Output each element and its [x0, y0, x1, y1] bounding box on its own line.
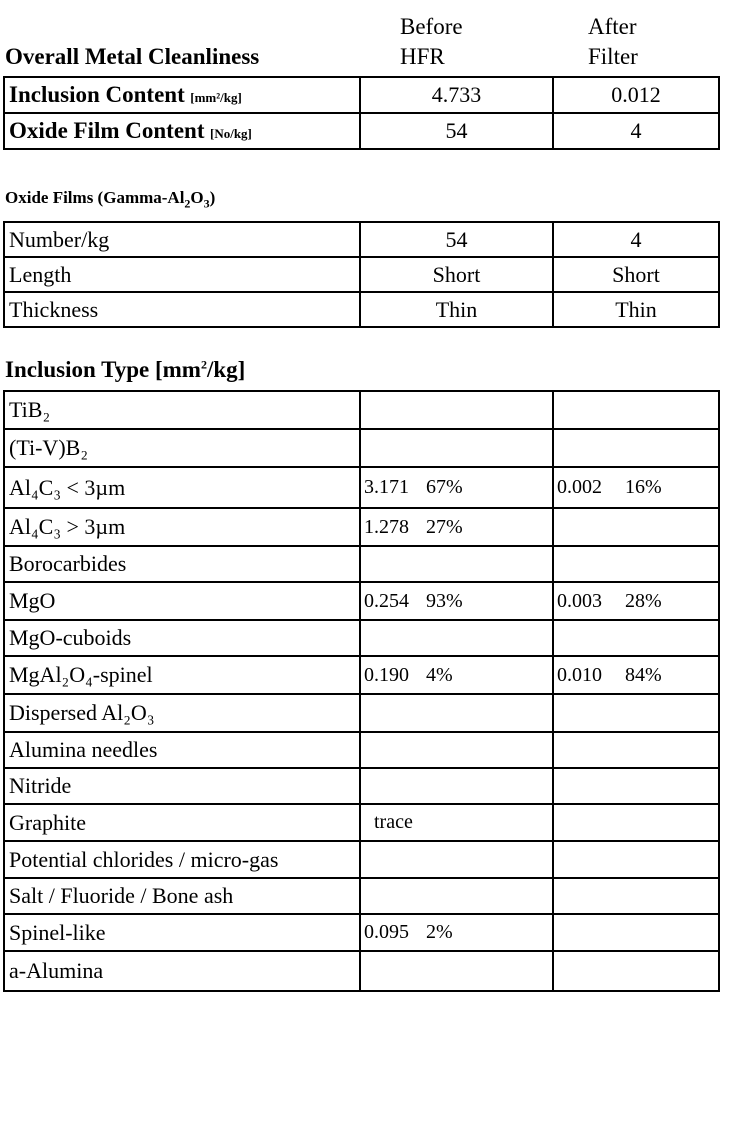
- inclusion-before-cell: [360, 620, 553, 656]
- inclusion-after-cell: [553, 732, 719, 768]
- inclusion-after-cell: [553, 841, 719, 878]
- overall-row: [4, 77, 719, 113]
- inclusion-after-cell: [553, 429, 719, 467]
- inclusion-before-cell: [360, 429, 553, 467]
- inclusion-before-percent: 67%: [426, 476, 463, 498]
- overall-after: 4: [553, 113, 719, 149]
- inclusion-after-percent: 28%: [625, 589, 662, 612]
- inclusion-label: Dispersed Al₂O₃: [4, 694, 360, 732]
- inclusion-before-cell: [360, 914, 553, 951]
- oxide-before: 54: [360, 222, 553, 257]
- inclusion-label: Potential chlorides / micro-gas: [4, 841, 360, 878]
- col-before-line1: Before: [400, 14, 463, 39]
- inclusion-row: [4, 508, 719, 546]
- inclusion-after-cell: [553, 694, 719, 732]
- oxide-label: Thickness: [4, 292, 360, 327]
- inclusion-after-cell: [553, 508, 719, 546]
- inclusion-row: [4, 546, 719, 582]
- oxide-after: Thin: [553, 292, 719, 327]
- inclusion-label: Alumina needles: [4, 732, 360, 768]
- overall-label-cell: [4, 113, 360, 149]
- inclusion-after-percent: 16%: [625, 476, 662, 498]
- overall-after: 0.012: [553, 77, 719, 113]
- inclusion-after-value: 0.002: [557, 476, 602, 498]
- inclusion-after-percent: 84%: [625, 663, 662, 686]
- inclusion-after-cell: [553, 804, 719, 841]
- inclusion-before-cell: [360, 656, 553, 694]
- inclusion-label: MgAl₂O₄-spinel: [4, 656, 360, 694]
- inclusion-after-cell: [553, 878, 719, 914]
- inclusion-before-cell: [360, 951, 553, 991]
- inclusion-after-cell: [553, 391, 719, 429]
- inclusion-row: [4, 467, 719, 508]
- inclusion-label: TiB₂: [4, 391, 360, 429]
- inclusion-before-cell: [360, 804, 553, 841]
- overall-label: Oxide Film Content: [9, 118, 205, 143]
- overall-label: Inclusion Content: [9, 82, 185, 107]
- inclusion-label: Al₄C₃ > 3µm: [4, 508, 360, 546]
- inclusion-row: [4, 391, 719, 429]
- inclusion-before-cell: [360, 467, 553, 508]
- inclusion-row: [4, 914, 719, 951]
- inclusion-row: [4, 694, 719, 732]
- overall-label-cell: [4, 77, 360, 113]
- inclusion-before-value: 1.278: [364, 515, 409, 538]
- inclusion-before-cell: [360, 878, 553, 914]
- inclusion-after-value: 0.003: [557, 589, 602, 612]
- inclusion-after-value: 0.010: [557, 663, 602, 686]
- oxide-table: [3, 221, 720, 328]
- inclusion-before-value: 0.095: [364, 921, 409, 943]
- inclusion-before-value: trace: [374, 811, 413, 833]
- inclusion-after-cell: [553, 546, 719, 582]
- overall-row: [4, 113, 719, 149]
- inclusion-row: [4, 878, 719, 914]
- inclusion-before-percent: 2%: [426, 921, 453, 943]
- inclusion-before-cell: [360, 768, 553, 804]
- inclusion-label: Al₄C₃ < 3µm: [4, 467, 360, 508]
- inclusion-after-cell: [553, 914, 719, 951]
- inclusion-before-cell: [360, 391, 553, 429]
- inclusion-row: [4, 732, 719, 768]
- oxide-label: Length: [4, 257, 360, 292]
- oxide-row: [4, 222, 719, 257]
- oxide-row: [4, 257, 719, 292]
- inclusion-table: [3, 390, 720, 992]
- inclusion-label: (Ti-V)B₂: [4, 429, 360, 467]
- inclusion-before-cell: [360, 732, 553, 768]
- inclusion-before-value: 0.190: [364, 663, 409, 686]
- inclusion-label: MgO: [4, 582, 360, 620]
- inclusion-before-value: 0.254: [364, 589, 409, 612]
- inclusion-before-cell: [360, 546, 553, 582]
- inclusion-before-cell: [360, 582, 553, 620]
- inclusion-label: a-Alumina: [4, 951, 360, 991]
- inclusion-after-cell: [553, 620, 719, 656]
- inclusion-before-percent: 27%: [426, 515, 463, 538]
- inclusion-before-percent: 93%: [426, 589, 463, 612]
- oxide-row: [4, 292, 719, 327]
- overall-before: 4.733: [360, 77, 553, 113]
- col-before-line2: HFR: [400, 44, 445, 69]
- inclusion-before-value: 3.171: [364, 476, 409, 498]
- inclusion-row: [4, 768, 719, 804]
- oxide-after: 4: [553, 222, 719, 257]
- col-after-line2: Filter: [588, 44, 638, 69]
- inclusion-before-percent: 4%: [426, 663, 453, 686]
- overall-unit: [mm²/kg]: [190, 90, 242, 105]
- overall-unit: [No/kg]: [210, 126, 252, 141]
- inclusion-before-cell: [360, 694, 553, 732]
- overall-table: [3, 76, 720, 150]
- inclusion-label: Salt / Fluoride / Bone ash: [4, 878, 360, 914]
- inclusion-label: Borocarbides: [4, 546, 360, 582]
- inclusion-row: [4, 951, 719, 991]
- oxide-section-title: Oxide Films $(Gamma-Al_2O_3)$: [5, 188, 216, 211]
- inclusion-section-title: Inclusion Type $[mm^2/kg]$: [5, 357, 246, 382]
- oxide-label: Number/kg: [4, 222, 360, 257]
- inclusion-after-cell: [553, 467, 719, 508]
- inclusion-row: [4, 841, 719, 878]
- inclusion-after-cell: [553, 582, 719, 620]
- inclusion-label: Graphite: [4, 804, 360, 841]
- col-after-line1: After: [588, 14, 637, 39]
- inclusion-after-cell: [553, 768, 719, 804]
- inclusion-row: [4, 620, 719, 656]
- inclusion-after-cell: [553, 951, 719, 991]
- oxide-before: Short: [360, 257, 553, 292]
- inclusion-label: MgO-cuboids: [4, 620, 360, 656]
- inclusion-row: [4, 429, 719, 467]
- page-title: Overall Metal Cleanliness: [5, 44, 260, 69]
- inclusion-row: [4, 582, 719, 620]
- inclusion-label: Nitride: [4, 768, 360, 804]
- inclusion-after-cell: [553, 656, 719, 694]
- overall-before: 54: [360, 113, 553, 149]
- oxide-after: Short: [553, 257, 719, 292]
- inclusion-label: Spinel-like: [4, 914, 360, 951]
- inclusion-row: [4, 656, 719, 694]
- inclusion-before-cell: [360, 508, 553, 546]
- inclusion-before-cell: [360, 841, 553, 878]
- inclusion-row: [4, 804, 719, 841]
- oxide-before: Thin: [360, 292, 553, 327]
